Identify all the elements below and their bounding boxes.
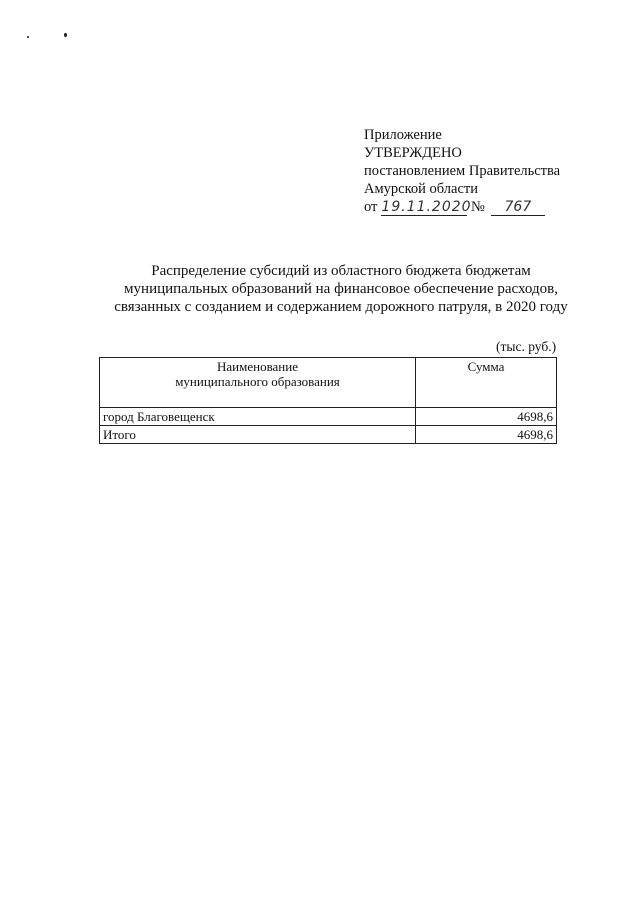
header-name-line2: муниципального образования bbox=[175, 374, 340, 389]
date-prefix: от bbox=[364, 199, 378, 215]
handwritten-number: 767 bbox=[491, 200, 545, 216]
table-row bbox=[100, 408, 557, 426]
table-total-row bbox=[100, 426, 557, 444]
approval-date-number-line bbox=[364, 198, 560, 216]
total-name-cell: Итого bbox=[100, 426, 416, 444]
approval-appendix: Приложение bbox=[364, 127, 442, 143]
header-sum-cell: Сумма bbox=[416, 358, 557, 408]
scan-speck bbox=[27, 36, 29, 38]
distribution-table bbox=[99, 357, 557, 444]
approval-resolution: постановлением Правительства bbox=[364, 163, 561, 179]
scan-speck bbox=[64, 33, 67, 37]
units-label: (тыс. руб.) bbox=[496, 339, 557, 354]
row-name-cell: город Благовещенск bbox=[100, 408, 416, 426]
approval-region: Амурской области bbox=[364, 181, 478, 197]
row-sum-cell: 4698,6 bbox=[416, 408, 557, 426]
header-name-line1: Наименование bbox=[217, 359, 298, 374]
header-name-cell bbox=[100, 358, 416, 408]
table-header-row bbox=[100, 358, 557, 408]
approval-block bbox=[364, 126, 560, 216]
number-prefix: № bbox=[471, 199, 485, 215]
document-title: Распределение субсидий из областного бюджета бюджетам муниципальных образований на финансовое обеспечение расходов, связанных с созданием и содержанием дорожного патруля, в 2020 году bbox=[114, 263, 568, 315]
approval-approved: УТВЕРЖДЕНО bbox=[364, 145, 462, 161]
total-sum-cell: 4698,6 bbox=[416, 426, 557, 444]
handwritten-date: 19.11.2020 bbox=[381, 199, 472, 215]
